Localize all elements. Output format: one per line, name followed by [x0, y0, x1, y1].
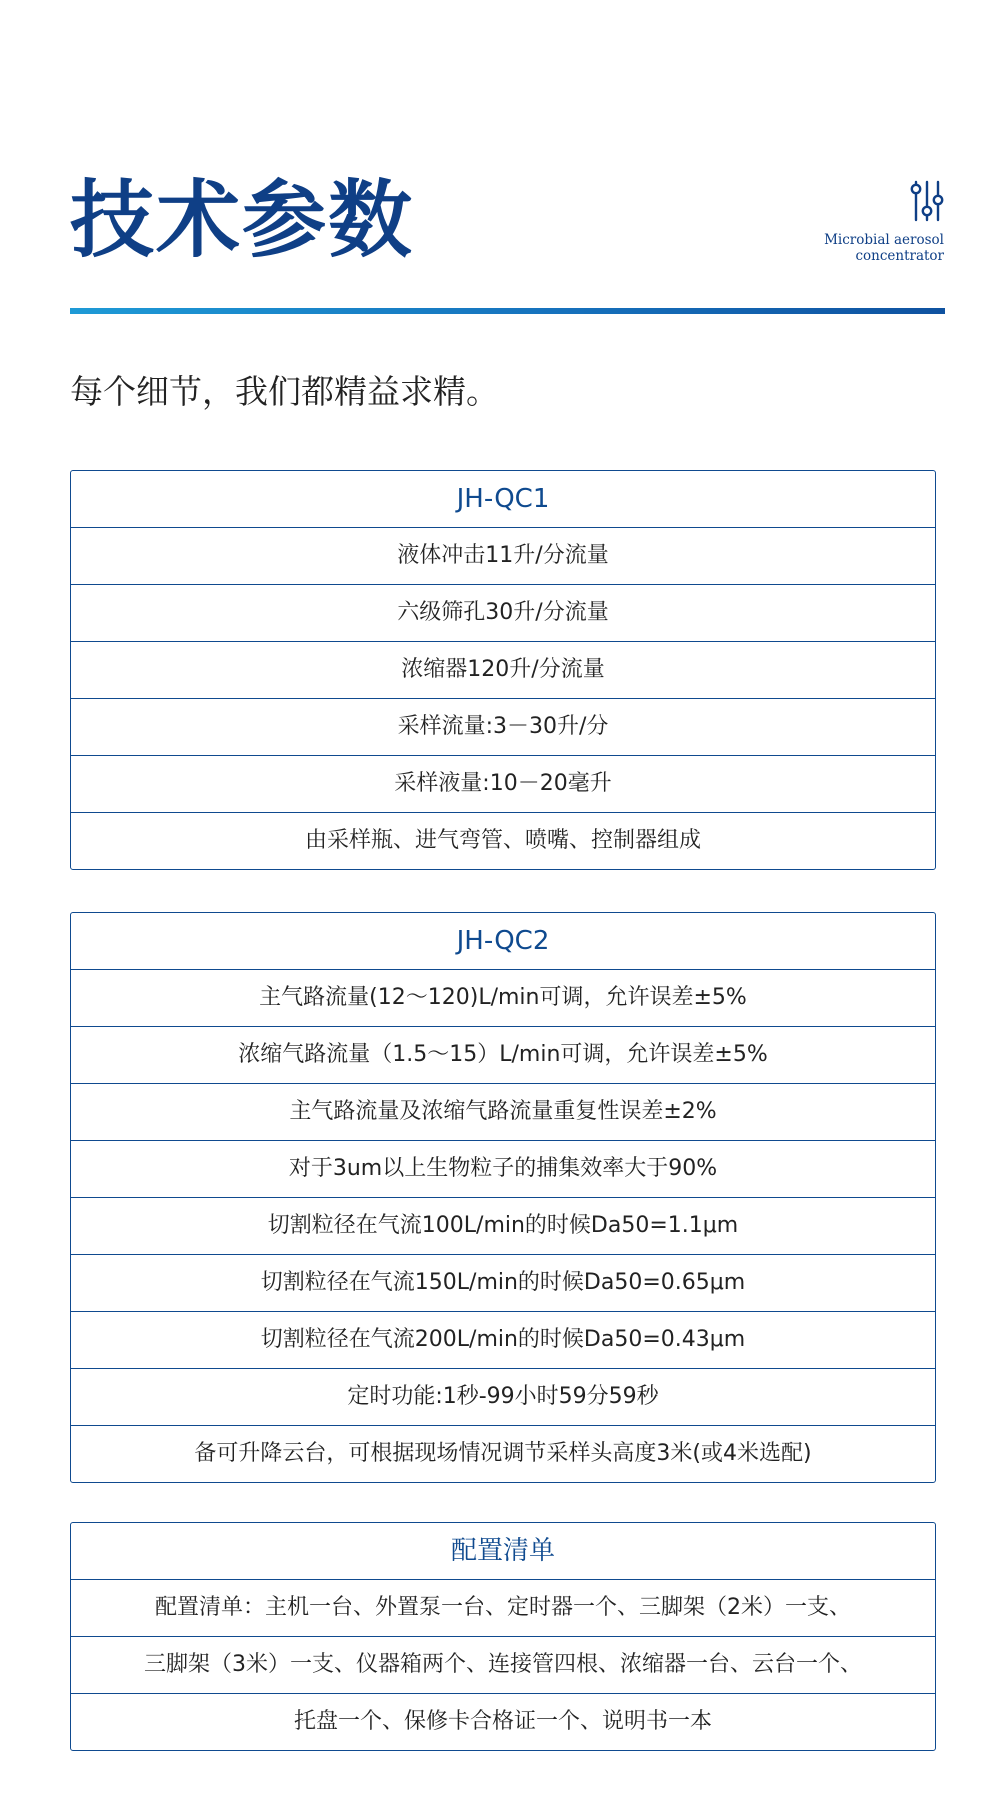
table-heading: JH-QC2	[71, 913, 935, 970]
table-row: 由采样瓶、进气弯管、喷嘴、控制器组成	[304, 828, 701, 853]
table-row: 采样流量:3－30升/分	[71, 699, 935, 756]
header-divider	[70, 308, 945, 314]
table-row: 主气路流量(12～120)L/min可调，允许误差±5%	[71, 970, 935, 1027]
table-row: 定时功能:1秒-99小时59分59秒	[71, 1369, 935, 1426]
table-row: 主气路流量及浓缩气路流量重复性误差±2%	[71, 1084, 935, 1141]
table-row: 三脚架（3米）一支、仪器箱两个、连接管四根、浓缩器一台、云台一个、	[71, 1637, 935, 1694]
sliders-icon	[910, 180, 944, 222]
table-row: 采样液量:10－20毫升	[71, 756, 935, 813]
config-list-table	[70, 1522, 936, 1751]
table-row: 浓缩器120升/分流量	[71, 642, 935, 699]
subtitle: 每个细节，我们都精益求精。	[70, 372, 499, 411]
table-row: 备可升降云台，可根据现场情况调节采样头高度3米(或4米选配)	[194, 1441, 812, 1466]
page-title: 技术参数	[70, 171, 415, 269]
table-row: 配置清单：主机一台、外置泵一台、定时器一个、三脚架（2米）一支、	[71, 1580, 935, 1637]
table-row: 切割粒径在气流200L/min的时候Da50=0.43μm	[71, 1312, 935, 1369]
table-row: 切割粒径在气流100L/min的时候Da50=1.1μm	[71, 1198, 935, 1255]
spec-table-jh-qc1	[70, 470, 936, 870]
table-heading: 配置清单	[71, 1523, 935, 1580]
brand-line-1: Microbial aerosol	[824, 232, 944, 248]
brand-text	[824, 232, 944, 264]
table-row: 对于3um以上生物粒子的捕集效率大于90%	[71, 1141, 935, 1198]
table-heading: JH-QC1	[71, 471, 935, 528]
table-row: 浓缩气路流量（1.5～15）L/min可调，允许误差±5%	[71, 1027, 935, 1084]
table-row: 液体冲击11升/分流量	[71, 528, 935, 585]
spec-table-jh-qc2	[70, 912, 936, 1483]
table-row: 六级筛孔30升/分流量	[71, 585, 935, 642]
brand-line-2: concentrator	[855, 248, 944, 264]
table-row: 托盘一个、保修卡合格证一个、说明书一本	[293, 1709, 712, 1734]
table-row: 切割粒径在气流150L/min的时候Da50=0.65μm	[71, 1255, 935, 1312]
